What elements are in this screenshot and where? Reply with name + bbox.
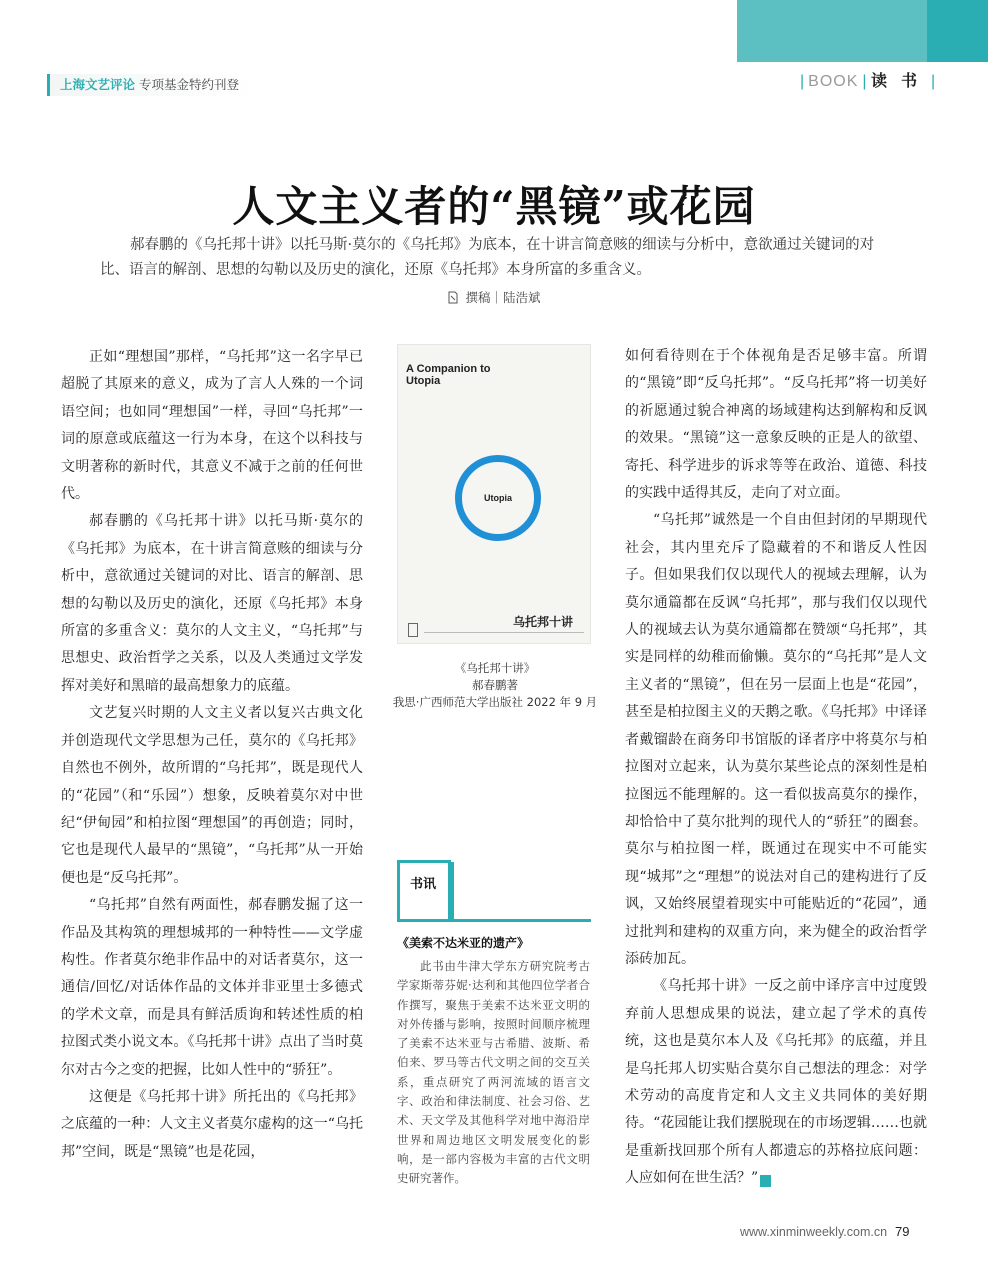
body-paragraph: 文艺复兴时期的人文主义者以复兴古典文化并创造现代文学思想为己任，莫尔的《乌托邦》自然也不例外，故所谓的“乌托邦”，既是现代人的“花园”（和“乐园”）想象，反映着莫尔对中世纪“伊甸园”和柏拉图“理想国”的再创造；同时，它也是现代人最早的“黑镜”，“乌托邦”从一开始便也是“反乌托邦”。 bbox=[61, 705, 363, 886]
sponsor-brand: 上海文艺评论 bbox=[60, 77, 136, 92]
news-tab-label: 书讯 bbox=[410, 877, 437, 892]
body-paragraph: 如何看待则在于个体视角是否足够丰富。所谓的“黑镜”即“反乌托邦”。“反乌托邦”将一切美好的祈愿通过貌合神离的场域建构达到解构和反讽的效果。“黑镜”这一意象反映的正是人的欲望、寄托、科学进步的诉求等等在政治、道德、科技的实践中适得其反，走向了对立面。 bbox=[625, 348, 927, 502]
footer-url[interactable]: www.xinminweekly.com.cn bbox=[740, 1225, 888, 1239]
body-paragraph: “乌托邦”诚然是一个自由但封闭的早期现代社会，其内里充斥了隐藏着的不和谐反人性因子。但如果我们仅以现代人的视域去理解，认为莫尔通篇都在反讽“乌托邦”，那与我们仅以现代人的视域去认为莫尔通篇都在赞颂“乌托邦”，其实是同样的幼稚而偷懒。莫尔的“乌托邦”是人文主义者的“黑镜”，但在另一层面上也是“花园”，甚至是柏拉图主义的天鹅之歌。《乌托邦》中译译者戴镏龄在商务印书馆版的译者序中将莫尔与柏拉图对立起来，认为莫尔某些论点的深刻性是柏拉图远不能理解的。这一看似拔高莫尔的操作，却恰恰中了莫尔批判的现代人的“骄狂”的圈套。莫尔与柏拉图一样，既通过在现实中不可能实现“城邦”之“理想”的说法对自己的建构进行了反讽，又始终展望着现实中可能贴近的“花园”，通过批判和建构的双重方向，来为健全的政治哲学添砖加瓦。 bbox=[625, 512, 927, 967]
header-color-block bbox=[737, 0, 927, 62]
sponsor-banner bbox=[47, 74, 257, 96]
publisher-logo-icon bbox=[408, 623, 418, 637]
caption-title: 《乌托邦十讲》 bbox=[454, 661, 536, 675]
news-tab-border bbox=[451, 862, 454, 919]
body-paragraph-text: 《乌托邦十讲》一反之前中译序言中过度毁弃前人思想成果的说法，建立起了学术的真传统，这也是莫尔本人及《乌托邦》的底蕴，并且是乌托邦人切实贴合莫尔自己想法的理念：对学术劳动的高度肯定和人文主义共同体的美好期待。“花园能让我们摆脱现在的市场逻辑……也就是重新找回那个所有人都遗忘的苏格拉底问题：人应如何在世生活？” bbox=[625, 978, 927, 1187]
cover-title-cn: 乌托邦十讲 bbox=[513, 615, 574, 629]
page-footer bbox=[740, 1224, 930, 1239]
header-color-strip bbox=[927, 0, 988, 62]
section-divider: | bbox=[931, 73, 936, 90]
caption-publisher: 我思·广西师范大学出版社 2022 年 9 月 bbox=[392, 695, 598, 709]
body-paragraph: 正如“理想国”那样，“乌托邦”这一名字早已超脱了其原来的意义，成为了言人人殊的一个词语空间；也如同“理想国”一样，寻回“乌托邦”一词的原意或底蕴这一行为本身，在这个以科技与文明著称的新时代，其意义不减于之前的任何世代。 bbox=[61, 349, 363, 503]
news-body: 此书由牛津大学东方研究院考古学家斯蒂芬妮·达利和其他四位学者合作撰写，聚焦于美索不达米亚文明的对外传播与影响，按照时间顺序梳理了美索不达米亚与古希腊、波斯、希伯来、罗马等古代文明之间的交互关系，重点研究了两河流域的语言文字、政治和律法制度、社会习俗、艺术、天文学及其他科学对地中海沿岸世界和周边地区文明发展变化的影响，是一部内容极为丰富的古代文明史研究著作。 bbox=[397, 959, 590, 1186]
section-name-cn: 读书 bbox=[871, 73, 932, 90]
article-lede: 郝春鹏的《乌托邦十讲》以托马斯·莫尔的《乌托邦》为底本，在十讲言简意赅的细读与分析中，意欲通过关键词的对比、语言的解剖、思想的勾勒以及历史的演化，还原《乌托邦》本身所富的多重含义。 bbox=[100, 237, 875, 278]
section-tag bbox=[800, 70, 935, 94]
sponsor-text: 专项基金特约刊登 bbox=[139, 77, 240, 92]
byline bbox=[0, 288, 988, 307]
pen-icon bbox=[447, 291, 459, 307]
article-column-right bbox=[625, 343, 927, 1193]
byline-text: 撰稿｜陆浩斌 bbox=[465, 290, 541, 305]
article-column-left bbox=[61, 344, 363, 1166]
section-divider: | bbox=[862, 73, 867, 90]
page-number: 79 bbox=[895, 1224, 910, 1239]
body-paragraph: 这便是《乌托邦十讲》所托出的《乌托邦》之底蕴的一种：人文主义者莫尔虚构的这一“乌托邦”空间，既是“黑镜”也是花园， bbox=[61, 1088, 363, 1160]
book-cover-image bbox=[397, 344, 591, 644]
section-divider: | bbox=[800, 73, 805, 90]
section-name-en: BOOK bbox=[808, 73, 859, 90]
book-caption bbox=[392, 660, 598, 711]
cover-ring-text: Utopia bbox=[484, 493, 512, 503]
news-box-rule bbox=[397, 919, 591, 922]
body-paragraph: “乌托邦”自然有两面性，郝春鹏发掘了这一作品及其构筑的理想城邦的一种特性——文学虚构性。作者莫尔绝非作品中的对话者莫尔，这一通信/回忆/对话体作品的文体并非亚里士多德式的学术文章，而是具有鲜活质询和转述性质的柏拉图式类小说文本。《乌托邦十讲》点出了当时莫尔对古今之变的把握，比如人性中的“骄狂”。 bbox=[61, 897, 363, 1078]
cover-title-en: A Companion to Utopia bbox=[406, 363, 491, 387]
caption-author: 郝春鹏著 bbox=[472, 678, 518, 692]
news-book-title: 《美索不达米亚的遗产》 bbox=[397, 936, 530, 950]
cover-fine-print bbox=[424, 632, 584, 636]
body-paragraph: 郝春鹏的《乌托邦十讲》以托马斯·莫尔的《乌托邦》为底本，在十讲言简意赅的细读与分析中，意欲通过关键词的对比、语言的解剖、思想的勾勒以及历史的演化，还原《乌托邦》本身所富的多重含义：莫尔的人文主义，“乌托邦”与思想史、政治哲学之关系，以及人类通过文学发挥对美好和黑暗的最高想象力的底蕴。 bbox=[61, 513, 363, 694]
article-title: 人文主义者的“黑镜”或花园 bbox=[232, 182, 756, 231]
end-mark-icon: 民 bbox=[760, 1175, 771, 1187]
body-paragraph bbox=[625, 973, 927, 1192]
